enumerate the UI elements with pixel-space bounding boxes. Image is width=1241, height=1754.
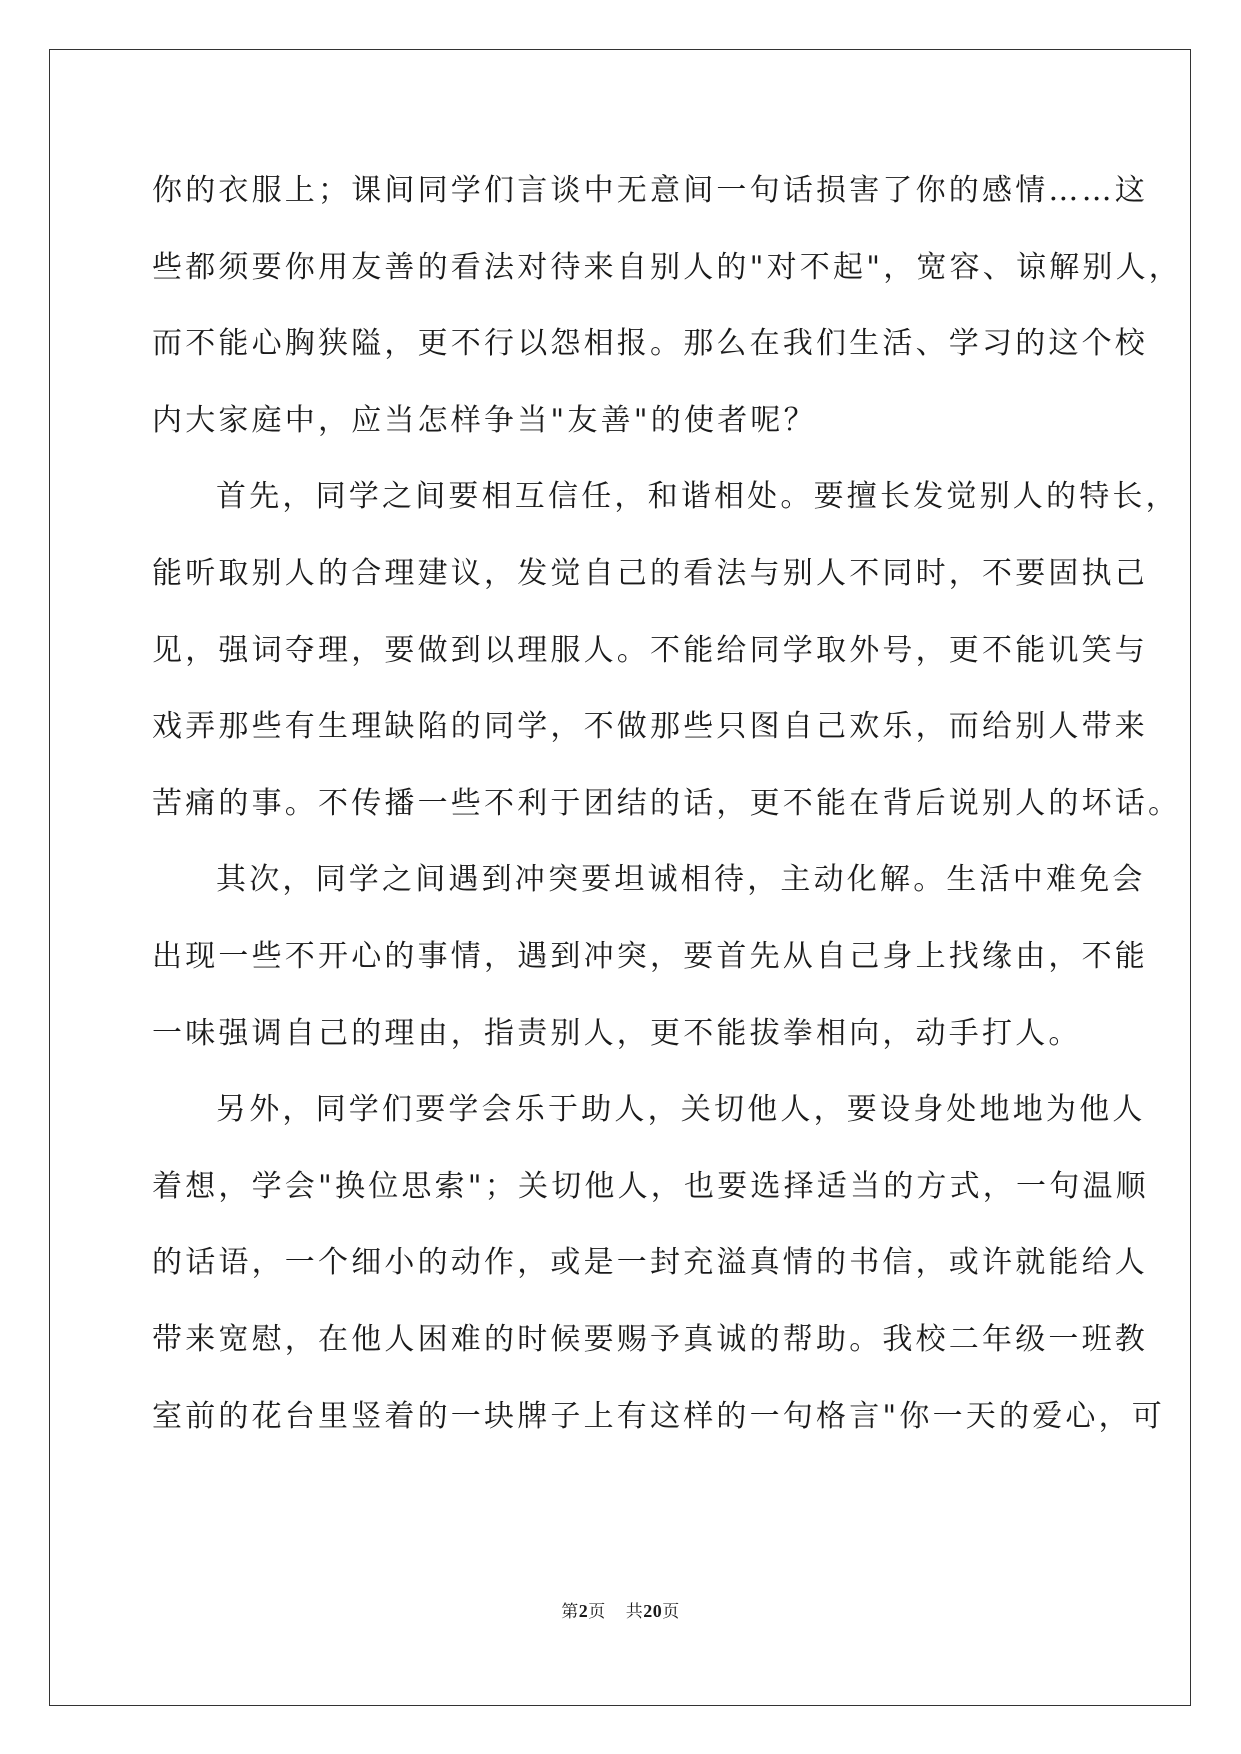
text-line: 着想，学会"换位思索"；关切他人，也要选择适当的方式，一句温顺 [152, 1168, 1149, 1204]
text-line: 一味强调自己的理由，指责别人，更不能拔拳相向，动手打人。 [152, 1015, 1082, 1051]
text-line: 内大家庭中，应当怎样争当"友善"的使者呢？ [152, 402, 817, 438]
page-label-prefix: 第 [561, 1602, 579, 1622]
total-label-suffix: 页 [662, 1602, 680, 1622]
text-line: 些都须要你用友善的看法对待来自别人的"对不起"，宽容、谅解别人， [152, 249, 1182, 285]
text-line: 能听取别人的合理建议，发觉自己的看法与别人不同时，不要固执己 [152, 555, 1148, 591]
text-line: 室前的花台里竖着的一块牌子上有这样的一句格言"你一天的爱心，可 [152, 1398, 1165, 1434]
paragraph-first-line: 另外，同学们要学会乐于助人，关切他人，要设身处地地为他人 [216, 1092, 1146, 1128]
page-label-suffix: 页 [588, 1602, 606, 1622]
text-line: 的话语，一个细小的动作，或是一封充溢真情的书信，或许就能给人 [152, 1245, 1148, 1281]
paragraph-first-line: 首先，同学之间要相互信任，和谐相处。要擅长发觉别人的特长， [216, 479, 1179, 515]
document-body [152, 163, 1182, 1465]
total-label-prefix: 共 [625, 1602, 644, 1622]
text-line: 戏弄那些有生理缺陷的同学，不做那些只图自己欢乐，而给别人带来 [152, 709, 1148, 745]
text-line: 见，强词夺理，要做到以理服人。不能给同学取外号，更不能讥笑与 [152, 632, 1148, 668]
total-pages: 20 [643, 1601, 663, 1621]
page-number: 2 [578, 1601, 589, 1621]
text-line: 出现一些不开心的事情，遇到冲突，要首先从自己身上找缘由，不能 [152, 938, 1148, 974]
paragraph-first-line: 其次，同学之间遇到冲突要坦诚相待，主动化解。生活中难免会 [216, 862, 1146, 898]
text-line: 而不能心胸狭隘，更不行以怨相报。那么在我们生活、学习的这个校 [152, 326, 1148, 362]
page-footer [0, 1597, 1241, 1622]
text-line: 带来宽慰，在他人困难的时候要赐予真诚的帮助。我校二年级一班教 [152, 1321, 1148, 1357]
text-line: 你的衣服上；课间同学们言谈中无意间一句话损害了你的感情……这 [152, 173, 1148, 208]
text-line: 苦痛的事。不传播一些不利于团结的话，更不能在背后说别人的坏话。 [152, 785, 1182, 821]
